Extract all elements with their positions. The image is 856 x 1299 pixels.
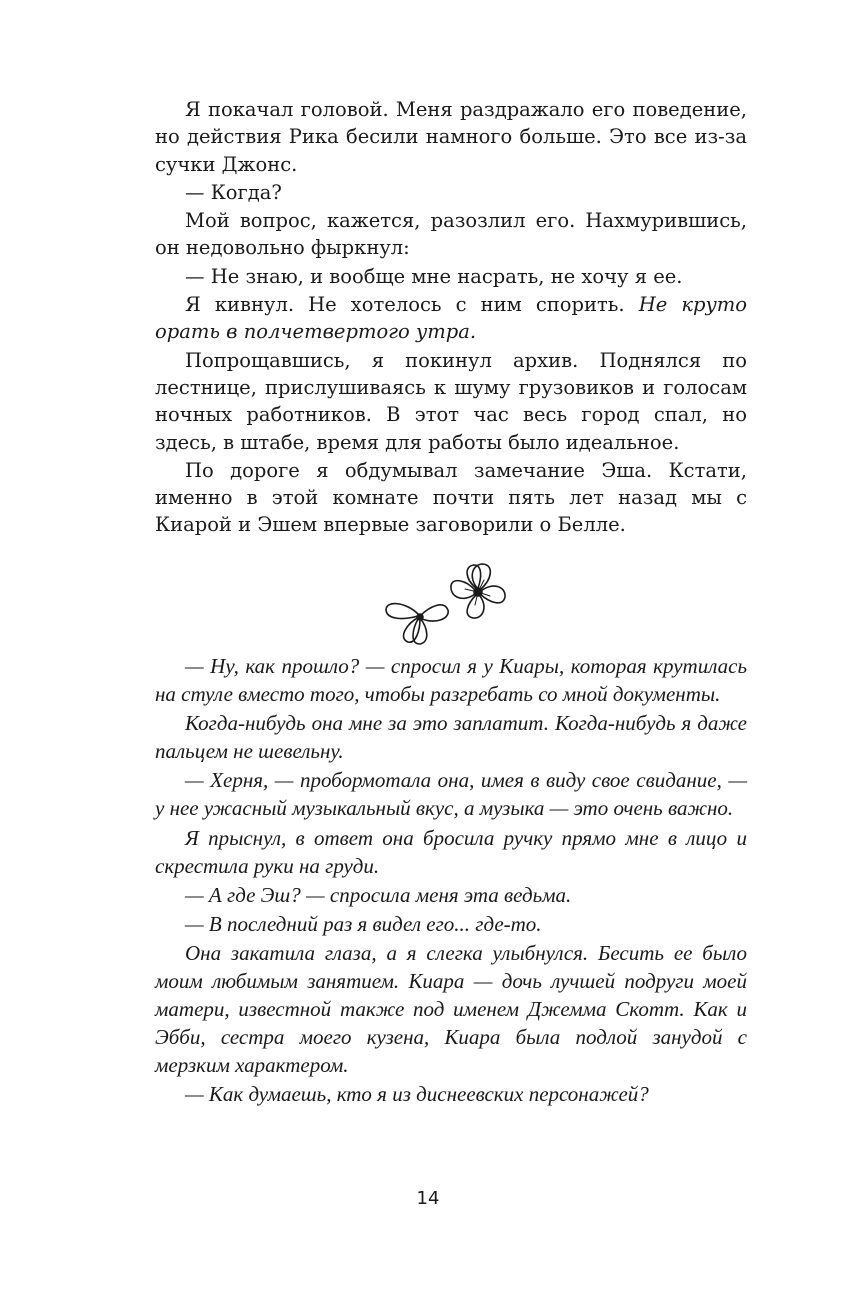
paragraph: По дороге я обдумывал замечание Эша. Кстати, именно в этой комнате почти пять лет назад мы с Киарой и Эшем впервые заговорили о Белле. xyxy=(155,458,747,537)
paragraph-text: Я кивнул. Не хотелось с ним спорить. xyxy=(185,293,625,317)
paragraph: — Не знаю, и вообще мне насрать, не хочу я ее. xyxy=(185,264,683,288)
paragraph: Мой вопрос, кажется, разозлил его. Нахмурившись, он недовольно фыркнул: xyxy=(155,209,747,260)
section-2 xyxy=(155,652,747,1109)
paragraph: Когда-нибудь она мне за это заплатит. Когда-нибудь я даже пальцем не шевельну. xyxy=(155,711,747,764)
paragraph: — Как думаешь, кто я из диснеевских персонажей? xyxy=(185,1082,649,1107)
paragraph: Попрощавшись, я покинул архив. Поднялся по лестнице, прислушиваясь к шуму грузовиков и голосам ночных работников. В этот час весь город спал, но здесь, в штабе, время для работы было идеальное. xyxy=(155,348,747,454)
paragraph xyxy=(155,291,747,346)
paragraph: — А где Эш? — спросила меня эта ведьма. xyxy=(185,882,572,907)
paragraph: Я прыснул, в ответ она бросила ручку прямо мне в лицо и скрестила руки на груди. xyxy=(155,825,747,878)
section-1 xyxy=(155,96,747,539)
paragraph: — Херня, — пробормотала она, имея в виду свое свидание, — у нее ужасный музыкальный вкус, а музыка — это очень важно. xyxy=(155,768,747,821)
paragraph: Она закатила глаза, а я слегка улыбнулся. Бесить ее было моим любимым занятием. Киара — дочь лучшей подруги моей матери, известной также под именем Джемма Скотт. Как и Эбби, сестра моего кузена, Киара была подлой занудой с мерзким характером. xyxy=(155,940,747,1078)
page-number: 14 xyxy=(416,1188,440,1209)
paragraph: — Когда? xyxy=(185,180,282,204)
flowers-icon xyxy=(380,554,525,654)
paragraph-italic: Не круто орать в полчетвертого утра. xyxy=(155,293,747,344)
paragraph: — Ну, как прошло? — спросил я у Киары, которая крутилась на стуле вместо того, чтобы разгребать со мной документы. xyxy=(155,654,747,707)
paragraph: Я покачал головой. Меня раздражало его поведение, но действия Рика бесили намного больше. Это все из-за сучки Джонс. xyxy=(155,98,747,176)
paragraph: — В последний раз я видел его... где-то. xyxy=(185,911,542,936)
